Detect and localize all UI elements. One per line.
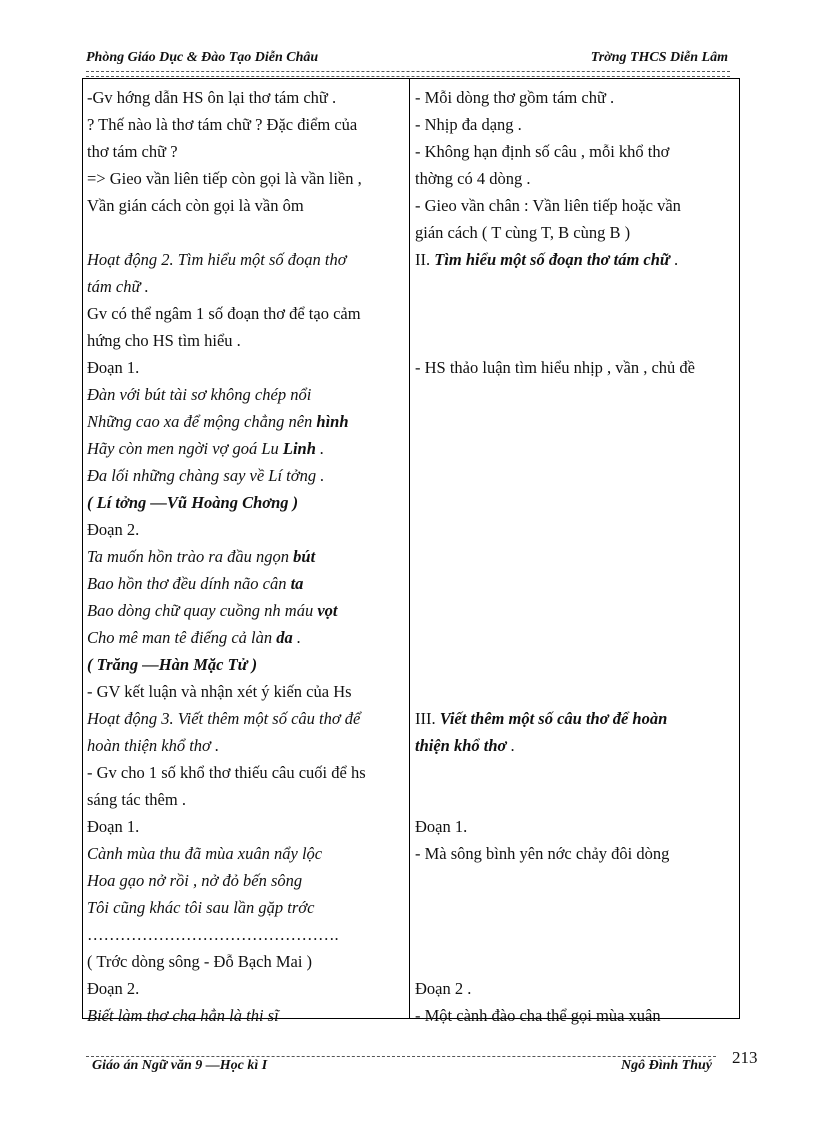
- left-line-emphasis: Linh: [282, 439, 316, 458]
- left-line: [87, 570, 405, 597]
- left-line-text: hứng cho HS tìm hiểu .: [87, 331, 241, 350]
- right-line: [415, 489, 737, 516]
- left-line-text: sáng tác thêm .: [87, 790, 186, 809]
- left-line-text: Vần gián cách còn gọi là vần ôm: [87, 196, 304, 215]
- left-line-text: Bao hồn thơ đều dính não cân: [87, 574, 287, 593]
- left-line-emphasis: bút: [293, 547, 316, 566]
- right-line: [415, 543, 737, 570]
- footer-course: Giáo án Ngữ văn 9 —Học kì I: [92, 1058, 268, 1073]
- page-number: 213: [732, 1048, 758, 1067]
- left-line-emphasis: hình: [316, 412, 349, 431]
- left-line-text: Cành mùa thu đã mùa xuân nẩy lộc: [87, 844, 323, 863]
- table-column-divider: [409, 78, 410, 1019]
- teacher-activities-column: [87, 84, 405, 1029]
- left-line-text: ( Trớc dòng sông - Đỗ Bạch Mai ): [87, 952, 313, 971]
- header-school-office: Phòng Giáo Dục & Đào Tạo Diễn Châu: [86, 50, 319, 65]
- right-line: [415, 651, 737, 678]
- right-line-text: Đoạn 1.: [415, 817, 468, 836]
- left-line: [87, 219, 405, 246]
- left-line-text: Tôi cũng khác tôi sau lần gặp trớc: [87, 898, 315, 917]
- left-line: [87, 435, 405, 462]
- right-line: [415, 300, 737, 327]
- left-line: [87, 705, 405, 732]
- left-line-text: Bao dòng chữ quay cuồng nh máu: [87, 601, 314, 620]
- right-line-text: II.: [415, 250, 431, 269]
- left-line: [87, 597, 405, 624]
- right-line-text: Đoạn 2 .: [415, 979, 472, 998]
- left-line-text: Đa lối những chàng say về Lí tởng .: [87, 466, 325, 485]
- left-line: [87, 408, 405, 435]
- right-line-text: - Nhịp đa dạng .: [415, 115, 522, 134]
- left-line: [87, 624, 405, 651]
- right-line-tail: .: [506, 736, 515, 755]
- left-line-text: Ta muốn hồn trào ra đầu ngọn: [87, 547, 290, 566]
- right-line: [415, 786, 737, 813]
- right-line: [415, 840, 737, 867]
- right-line: [415, 246, 737, 273]
- right-line-text: - Mà sông bình yên nớc chảy đôi dòng: [415, 844, 670, 863]
- left-line-text: Hoa gạo nở rồi , nở đỏ bến sông: [87, 871, 303, 890]
- right-line: [415, 570, 737, 597]
- left-line-text: ? Thế nào là thơ tám chữ ? Đặc điểm của: [87, 115, 358, 134]
- right-line: [415, 462, 737, 489]
- right-line-text: III.: [415, 709, 436, 728]
- page-footer: [92, 1058, 712, 1078]
- right-line: [415, 975, 737, 1002]
- right-line: [415, 84, 737, 111]
- left-line-emphasis: da: [276, 628, 293, 647]
- left-line: [87, 462, 405, 489]
- left-line: [87, 894, 405, 921]
- left-line-text: ……………………………………….: [87, 925, 339, 944]
- header-rule: [86, 71, 730, 77]
- right-line: [415, 867, 737, 894]
- left-line-tail: .: [292, 628, 302, 647]
- right-line: [415, 354, 737, 381]
- left-line: [87, 381, 405, 408]
- header-school-name: Trờng THCS Diễn Lâm: [590, 50, 728, 65]
- left-line-text: Biết làm thơ cha hẳn là thi sĩ: [87, 1006, 279, 1025]
- left-line: [87, 786, 405, 813]
- right-line: [415, 381, 737, 408]
- right-line: [415, 894, 737, 921]
- right-line: [415, 948, 737, 975]
- right-line-text: - Gieo vần chân : Vần liên tiếp hoặc vần: [415, 196, 681, 215]
- right-line-heading: thiện khổ thơ: [415, 736, 507, 755]
- left-line: [87, 543, 405, 570]
- right-line-heading: Viết thêm một số câu thơ để hoàn: [439, 709, 668, 728]
- left-line-text: Đàn với bút tài sơ không chép nổi: [87, 385, 312, 404]
- right-line: [415, 1002, 737, 1029]
- left-line-text: Những cao xa để mộng chẳng nên: [87, 412, 313, 431]
- left-line-tail: .: [315, 439, 325, 458]
- right-line-heading: Tìm hiểu một số đoạn thơ tám chữ: [434, 250, 670, 269]
- left-line-text: - Gv cho 1 số khổ thơ thiếu câu cuối để hs: [87, 763, 366, 782]
- right-line-text: - Một cành đào cha thể gọi mùa xuân: [415, 1006, 661, 1025]
- left-line: [87, 273, 405, 300]
- footer-rule: [86, 1056, 716, 1057]
- right-line: [415, 273, 737, 300]
- left-line-emphasis: vọt: [317, 601, 338, 620]
- right-line: [415, 327, 737, 354]
- left-line: [87, 138, 405, 165]
- left-line: [87, 1002, 405, 1029]
- right-line: [415, 759, 737, 786]
- left-line-text: Đoạn 1.: [87, 358, 140, 377]
- right-line: [415, 435, 737, 462]
- left-line: [87, 165, 405, 192]
- right-line: [415, 408, 737, 435]
- right-line: [415, 165, 737, 192]
- right-line: [415, 624, 737, 651]
- left-line: [87, 732, 405, 759]
- left-line-text: Hoạt động 3. Viết thêm một số câu thơ để: [87, 709, 361, 728]
- left-line: [87, 921, 405, 948]
- left-line-text: Đoạn 1.: [87, 817, 140, 836]
- right-line: [415, 192, 737, 219]
- left-line: [87, 192, 405, 219]
- left-line-text: Đoạn 2.: [87, 979, 140, 998]
- right-line-text: - Không hạn định số câu , mỗi khổ thơ: [415, 142, 670, 161]
- right-line: [415, 111, 737, 138]
- left-line-text: thơ tám chữ ?: [87, 142, 178, 161]
- left-line: [87, 948, 405, 975]
- content-column: [415, 84, 737, 1029]
- right-line: [415, 813, 737, 840]
- left-line-text: ( Lí tởng —Vũ Hoàng Chơng ): [87, 493, 299, 512]
- left-line-text: tám chữ .: [87, 277, 149, 296]
- left-line: [87, 516, 405, 543]
- left-line: [87, 651, 405, 678]
- right-line: [415, 138, 737, 165]
- right-line: [415, 705, 737, 732]
- left-line-text: ( Trăng —Hàn Mặc Tử ): [87, 655, 258, 674]
- right-line-text: - Mỗi dòng thơ gồm tám chữ .: [415, 88, 615, 107]
- left-line: [87, 975, 405, 1002]
- left-line-emphasis: ta: [290, 574, 304, 593]
- left-line-text: Hoạt động 2. Tìm hiểu một số đoạn thơ: [87, 250, 347, 269]
- left-line-text: Cho mê man tê điếng cả làn: [87, 628, 273, 647]
- left-line: [87, 759, 405, 786]
- left-line-text: hoàn thiện khổ thơ .: [87, 736, 220, 755]
- left-line: [87, 813, 405, 840]
- left-line-text: Đoạn 2.: [87, 520, 140, 539]
- left-line-text: Gv có thể ngâm 1 số đoạn thơ để tạo cảm: [87, 304, 361, 323]
- right-line: [415, 597, 737, 624]
- right-line: [415, 219, 737, 246]
- right-line: [415, 516, 737, 543]
- left-line: [87, 84, 405, 111]
- left-line: [87, 300, 405, 327]
- left-line: [87, 327, 405, 354]
- left-line-text: - GV kết luận và nhận xét ý kiến của Hs: [87, 682, 352, 701]
- page-header: [86, 50, 728, 70]
- footer-author: Ngô Đình Thuý: [620, 1058, 712, 1073]
- right-line-tail: .: [669, 250, 679, 269]
- left-line-text: Hãy còn men ngời vợ goá Lu: [87, 439, 279, 458]
- right-line-text: gián cách ( T cùng T, B cùng B ): [415, 223, 631, 242]
- left-line: [87, 840, 405, 867]
- left-line: [87, 489, 405, 516]
- left-line: [87, 867, 405, 894]
- right-line-text: - HS thảo luận tìm hiểu nhịp , vần , chủ đề: [415, 358, 695, 377]
- left-line: [87, 111, 405, 138]
- right-line-text: thờng có 4 dòng .: [415, 169, 531, 188]
- right-line: [415, 921, 737, 948]
- left-line: [87, 354, 405, 381]
- right-line: [415, 732, 737, 759]
- left-line: [87, 678, 405, 705]
- left-line: [87, 246, 405, 273]
- left-line-text: => Gieo vần liên tiếp còn gọi là vần liền ,: [87, 169, 362, 188]
- right-line: [415, 678, 737, 705]
- left-line-text: -Gv hớng dẫn HS ôn lại thơ tám chữ .: [87, 88, 337, 107]
